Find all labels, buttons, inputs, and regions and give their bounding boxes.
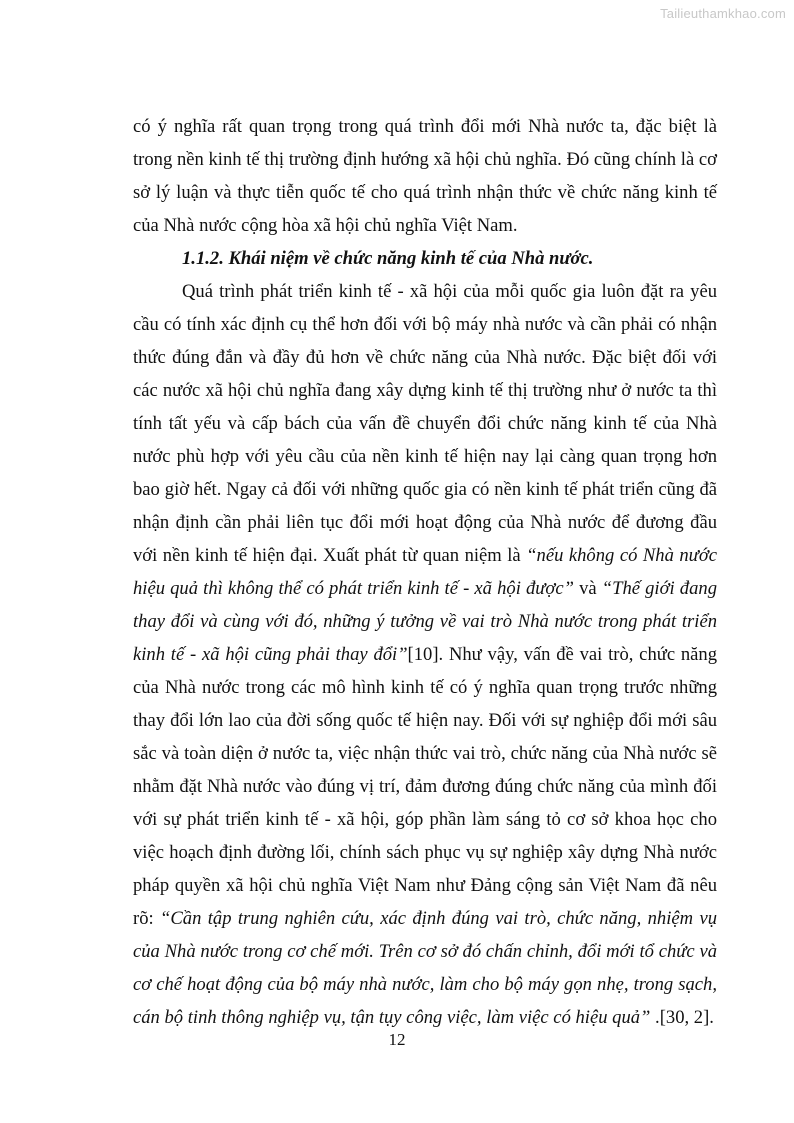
quote-1: “nếu không có Nhà nước hiệu quả thì không thể có phát triển kinh tế - xã hội được” xyxy=(133,545,717,599)
quote-2: “Thế giới đang thay đổi và cùng với đó, những ý tưởng về vai trò Nhà nước trong phát triển kinh tế - xã hội cũng phải thay đổi” xyxy=(133,578,717,665)
citation-end: .[30, 2]. xyxy=(650,1007,714,1028)
paragraph-text-1: Quá trình phát triển kinh tế - xã hội của mỗi quốc gia luôn đặt ra yêu cầu có tính xác định cụ thể hơn đối với bộ máy nhà nước và cần phải có nhận thức đúng đắn và đầy đủ hơn về chức năng của Nhà nước. Đặc biệt đối với các nước xã hội chủ nghĩa đang xây dựng kinh tế thị trường như ở nước ta thì tính tất yếu và cấp bách của vấn đề chuyển đổi chức năng kinh tế của Nhà nước phù hợp với yêu cầu của nền kinh tế hiện nay lại càng quan trọng hơn bao giờ hết. Ngay cả đối với những quốc gia có nền kinh tế phát triển cũng đã nhận định cần phải liên tục đổi mới hoạt động của Nhà nước để đương đầu với nền kinh tế hiện đại. Xuất phát từ quan niệm là xyxy=(133,281,717,566)
paragraph-text-2: [10]. Như vậy, vấn đề vai trò, chức năng của Nhà nước trong các mô hình kinh tế có ý nghĩa quan trọng trước những thay đổi lớn lao của đời sống quốc tế hiện nay. Đối với sự nghiệp đổi mới sâu sắc và toàn diện ở nước ta, việc nhận thức vai trò, chức năng của Nhà nước sẽ nhằm đặt Nhà nước vào đúng vị trí, đảm đương đúng chức năng của mình đối với sự phát triển kinh tế - xã hội, góp phần làm sáng tỏ cơ sở khoa học cho việc hoạch định đường lối, chính sách phục vụ sự nghiệp xây dựng Nhà nước pháp quyền xã hội chủ nghĩa Việt Nam như Đảng cộng sản Việt Nam đã nêu rõ: xyxy=(133,644,717,929)
watermark-text: Tailieuthamkhao.com xyxy=(660,6,786,21)
quote-3: “Cần tập trung nghiên cứu, xác định đúng vai trò, chức năng, nhiệm vụ của Nhà nước trong cơ chế mới. Trên cơ sở đó chấn chỉnh, đổi mới tổ chức và cơ chế hoạt động của bộ máy nhà nước, làm cho bộ máy gọn nhẹ, trong sạch, cán bộ tinh thông nghiệp vụ, tận tụy công việc, làm việc có hiệu quả” xyxy=(133,908,717,1028)
page-number: 12 xyxy=(388,1030,406,1049)
main-paragraph xyxy=(133,275,717,1034)
document-body xyxy=(133,110,717,1034)
section-heading: 1.1.2. Khái niệm về chức năng kinh tế của Nhà nước. xyxy=(182,248,594,269)
conjunction-text: và xyxy=(573,578,602,599)
intro-paragraph: có ý nghĩa rất quan trọng trong quá trình đổi mới Nhà nước ta, đặc biệt là trong nền kinh tế thị trường định hướng xã hội chủ nghĩa. Đó cũng chính là cơ sở lý luận và thực tiễn quốc tế cho quá trình nhận thức về chức năng kinh tế của Nhà nước cộng hòa xã hội chủ nghĩa Việt Nam. xyxy=(133,116,717,236)
